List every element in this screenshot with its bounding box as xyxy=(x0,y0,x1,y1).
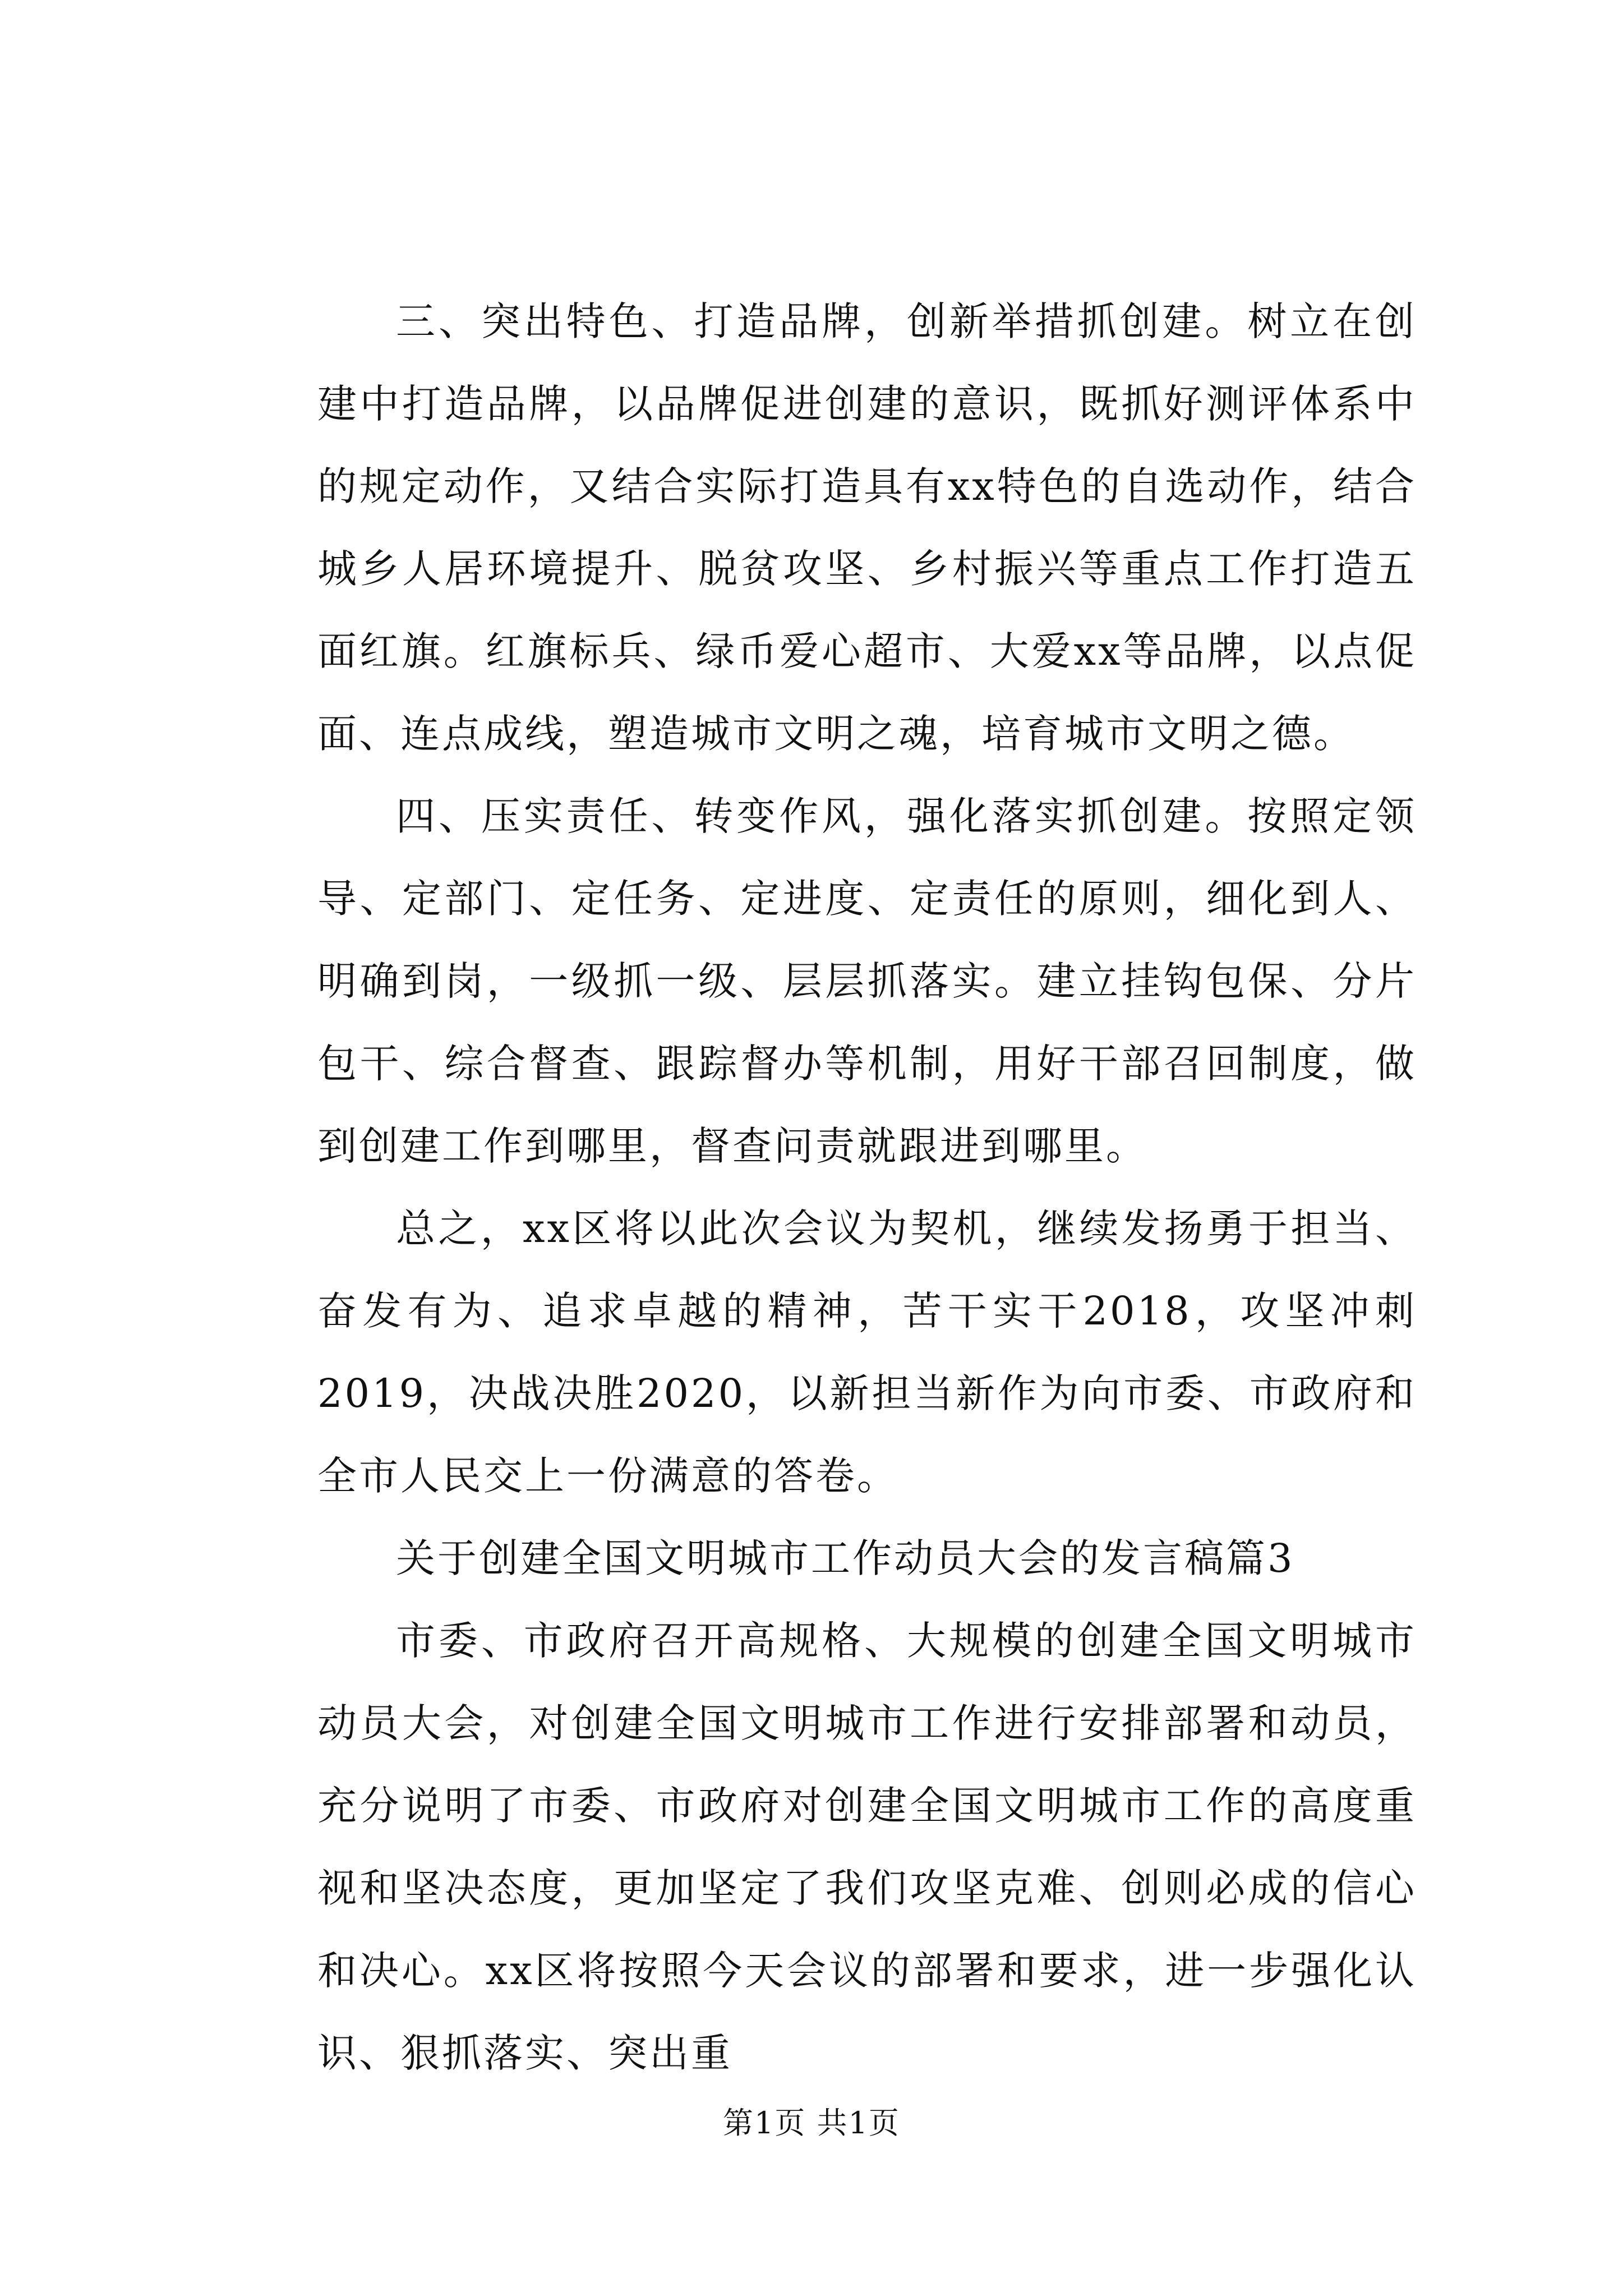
document-body xyxy=(317,280,1417,2095)
paragraph-section-three: 三、突出特色、打造品牌，创新举措抓创建。树立在创建中打造品牌，以品牌促进创建的意识，既抓好测评体系中的规定动作，又结合实际打造具有xx特色的自选动作，结合城乡人居环境提升、脱贫攻坚、乡村振兴等重点工作打造五面红旗。红旗标兵、绿币爱心超市、大爱xx等品牌，以点促面、连点成线，塑造城市文明之魂，培育城市文明之德。 xyxy=(317,298,1417,757)
paragraph-section-four: 四、压实责任、转变作风，强化落实抓创建。按照定领导、定部门、定任务、定进度、定责任的原则，细化到人、明确到岗，一级抓一级、层层抓落实。建立挂钩包保、分片包干、综合督查、跟踪督办等机制，用好干部召回制度，做到创建工作到哪里，督查问责就跟进到哪里。 xyxy=(317,793,1417,1169)
section-heading: 关于创建全国文明城市工作动员大会的发言稿篇3 xyxy=(396,1535,1295,1581)
paragraph-speech-part-three: 市委、市政府召开高规格、大规模的创建全国文明城市动员大会，对创建全国文明城市工作进行安排部署和动员，充分说明了市委、市政府对创建全国文明城市工作的高度重视和坚决态度，更加坚定了我们攻坚克难、创则必成的信心和决心。xx区将按照今天会议的部署和要求，进一步强化认识、狠抓落实、突出重 xyxy=(317,1618,1417,2076)
paragraph-conclusion: 总之，xx区将以此次会议为契机，继续发扬勇于担当、奋发有为、追求卓越的精神，苦干实干2018，攻坚冲刺2019，决战决胜2020，以新担当新作为向市委、市政府和全市人民交上一份满意的答卷。 xyxy=(317,1205,1417,1499)
page-footer: 第1页 共1页 xyxy=(723,2105,900,2141)
